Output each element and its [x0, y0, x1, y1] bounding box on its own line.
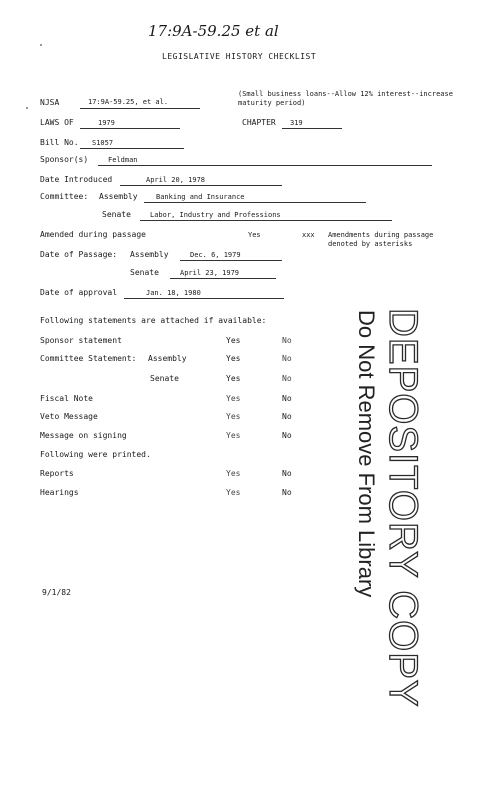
sponsor-value: Feldman	[108, 156, 138, 164]
passage-assembly-label: Assembly	[130, 250, 169, 259]
passage-senate-label: Senate	[130, 268, 159, 277]
njsa-underline	[80, 108, 200, 109]
amended-value: Yes	[248, 231, 261, 239]
date-introduced-value: April 20, 1978	[146, 176, 206, 184]
amended-note: Amendments during passage denoted by asterisks	[328, 231, 434, 248]
passage-assembly-value: Dec. 6, 1979	[190, 251, 241, 259]
chapter-label: CHAPTER	[242, 118, 276, 127]
sponsor-statement-no: No	[282, 336, 292, 345]
committee-statement-assembly-label: Assembly	[148, 354, 187, 363]
attached-heading: Following statements are attached if available:	[40, 316, 267, 325]
reports-no: No	[282, 469, 292, 478]
committee-statement-senate-yes: Yes	[226, 374, 241, 383]
date-introduced-label: Date Introduced	[40, 175, 113, 184]
passage-label: Date of Passage:	[40, 250, 118, 259]
message-on-signing-yes: Yes	[226, 431, 241, 440]
njsa-value: 17:9A-59.25, et al.	[88, 98, 169, 106]
bill-no-value: S1057	[92, 139, 114, 147]
committee-assembly-underline	[144, 202, 366, 203]
bill-no-underline	[80, 148, 184, 149]
committee-senate-value: Labor, Industry and Professions	[150, 211, 281, 219]
hearings-yes: Yes	[226, 488, 241, 497]
committee-assembly-label: Assembly	[99, 192, 138, 201]
committee-statement-assembly-yes: Yes	[226, 354, 241, 363]
laws-of-underline	[80, 128, 180, 129]
committee-label: Committee:	[40, 192, 89, 201]
amended-label: Amended during passage	[40, 230, 146, 239]
fiscal-note-yes: Yes	[226, 394, 241, 403]
handwritten-citation: 17:9A-59.25 et al	[148, 22, 279, 40]
sponsor-underline	[98, 165, 432, 166]
fiscal-note-no: No	[282, 394, 292, 403]
printed-heading: Following were printed.	[40, 450, 151, 459]
depository-copy-stamp: DEPOSITORY COPY	[381, 308, 425, 708]
approval-label: Date of approval	[40, 288, 118, 297]
chapter-underline	[282, 128, 342, 129]
sponsor-statement-yes: Yes	[226, 336, 241, 345]
committee-senate-label: Senate	[102, 210, 131, 219]
committee-statement-senate-label: Senate	[150, 374, 179, 383]
veto-message-label: Veto Message	[40, 412, 98, 421]
laws-of-label: LAWS OF	[40, 118, 74, 127]
reports-label: Reports	[40, 469, 74, 478]
chapter-value: 319	[290, 119, 303, 127]
passage-senate-underline	[170, 278, 276, 279]
hearings-label: Hearings	[40, 488, 79, 497]
message-on-signing-no: No	[282, 431, 292, 440]
message-on-signing-label: Message on signing	[40, 431, 127, 440]
approval-value: Jan. 18, 1980	[146, 289, 201, 297]
do-not-remove-stamp: Do Not Remove From Library	[354, 310, 379, 598]
laws-of-value: 1979	[98, 119, 115, 127]
committee-statement-senate-no: No	[282, 374, 292, 383]
njsa-label: NJSA	[40, 98, 60, 107]
veto-message-no: No	[282, 412, 292, 421]
speck	[26, 107, 28, 109]
committee-statement-label: Committee Statement:	[40, 354, 137, 363]
reports-yes: Yes	[226, 469, 241, 478]
sponsor-label: Sponsor(s)	[40, 155, 89, 164]
fiscal-note-label: Fiscal Note	[40, 394, 93, 403]
date-introduced-underline	[120, 185, 282, 186]
sponsor-statement-label: Sponsor statement	[40, 336, 122, 345]
page-title: LEGISLATIVE HISTORY CHECKLIST	[162, 52, 317, 61]
passage-assembly-underline	[180, 260, 282, 261]
summary-text: (Small business loans--Allow 12% interest--increase maturity period)	[238, 90, 453, 107]
committee-assembly-value: Banking and Insurance	[156, 193, 245, 201]
veto-message-yes: Yes	[226, 412, 241, 421]
bill-no-label: Bill No.	[40, 138, 79, 147]
amended-strike: xxx	[302, 231, 315, 239]
approval-underline	[124, 298, 284, 299]
committee-senate-underline	[140, 220, 392, 221]
speck	[40, 44, 42, 46]
footer-date: 9/1/82	[42, 588, 71, 597]
passage-senate-value: April 23, 1979	[180, 269, 240, 277]
committee-statement-assembly-no: No	[282, 354, 292, 363]
hearings-no: No	[282, 488, 292, 497]
